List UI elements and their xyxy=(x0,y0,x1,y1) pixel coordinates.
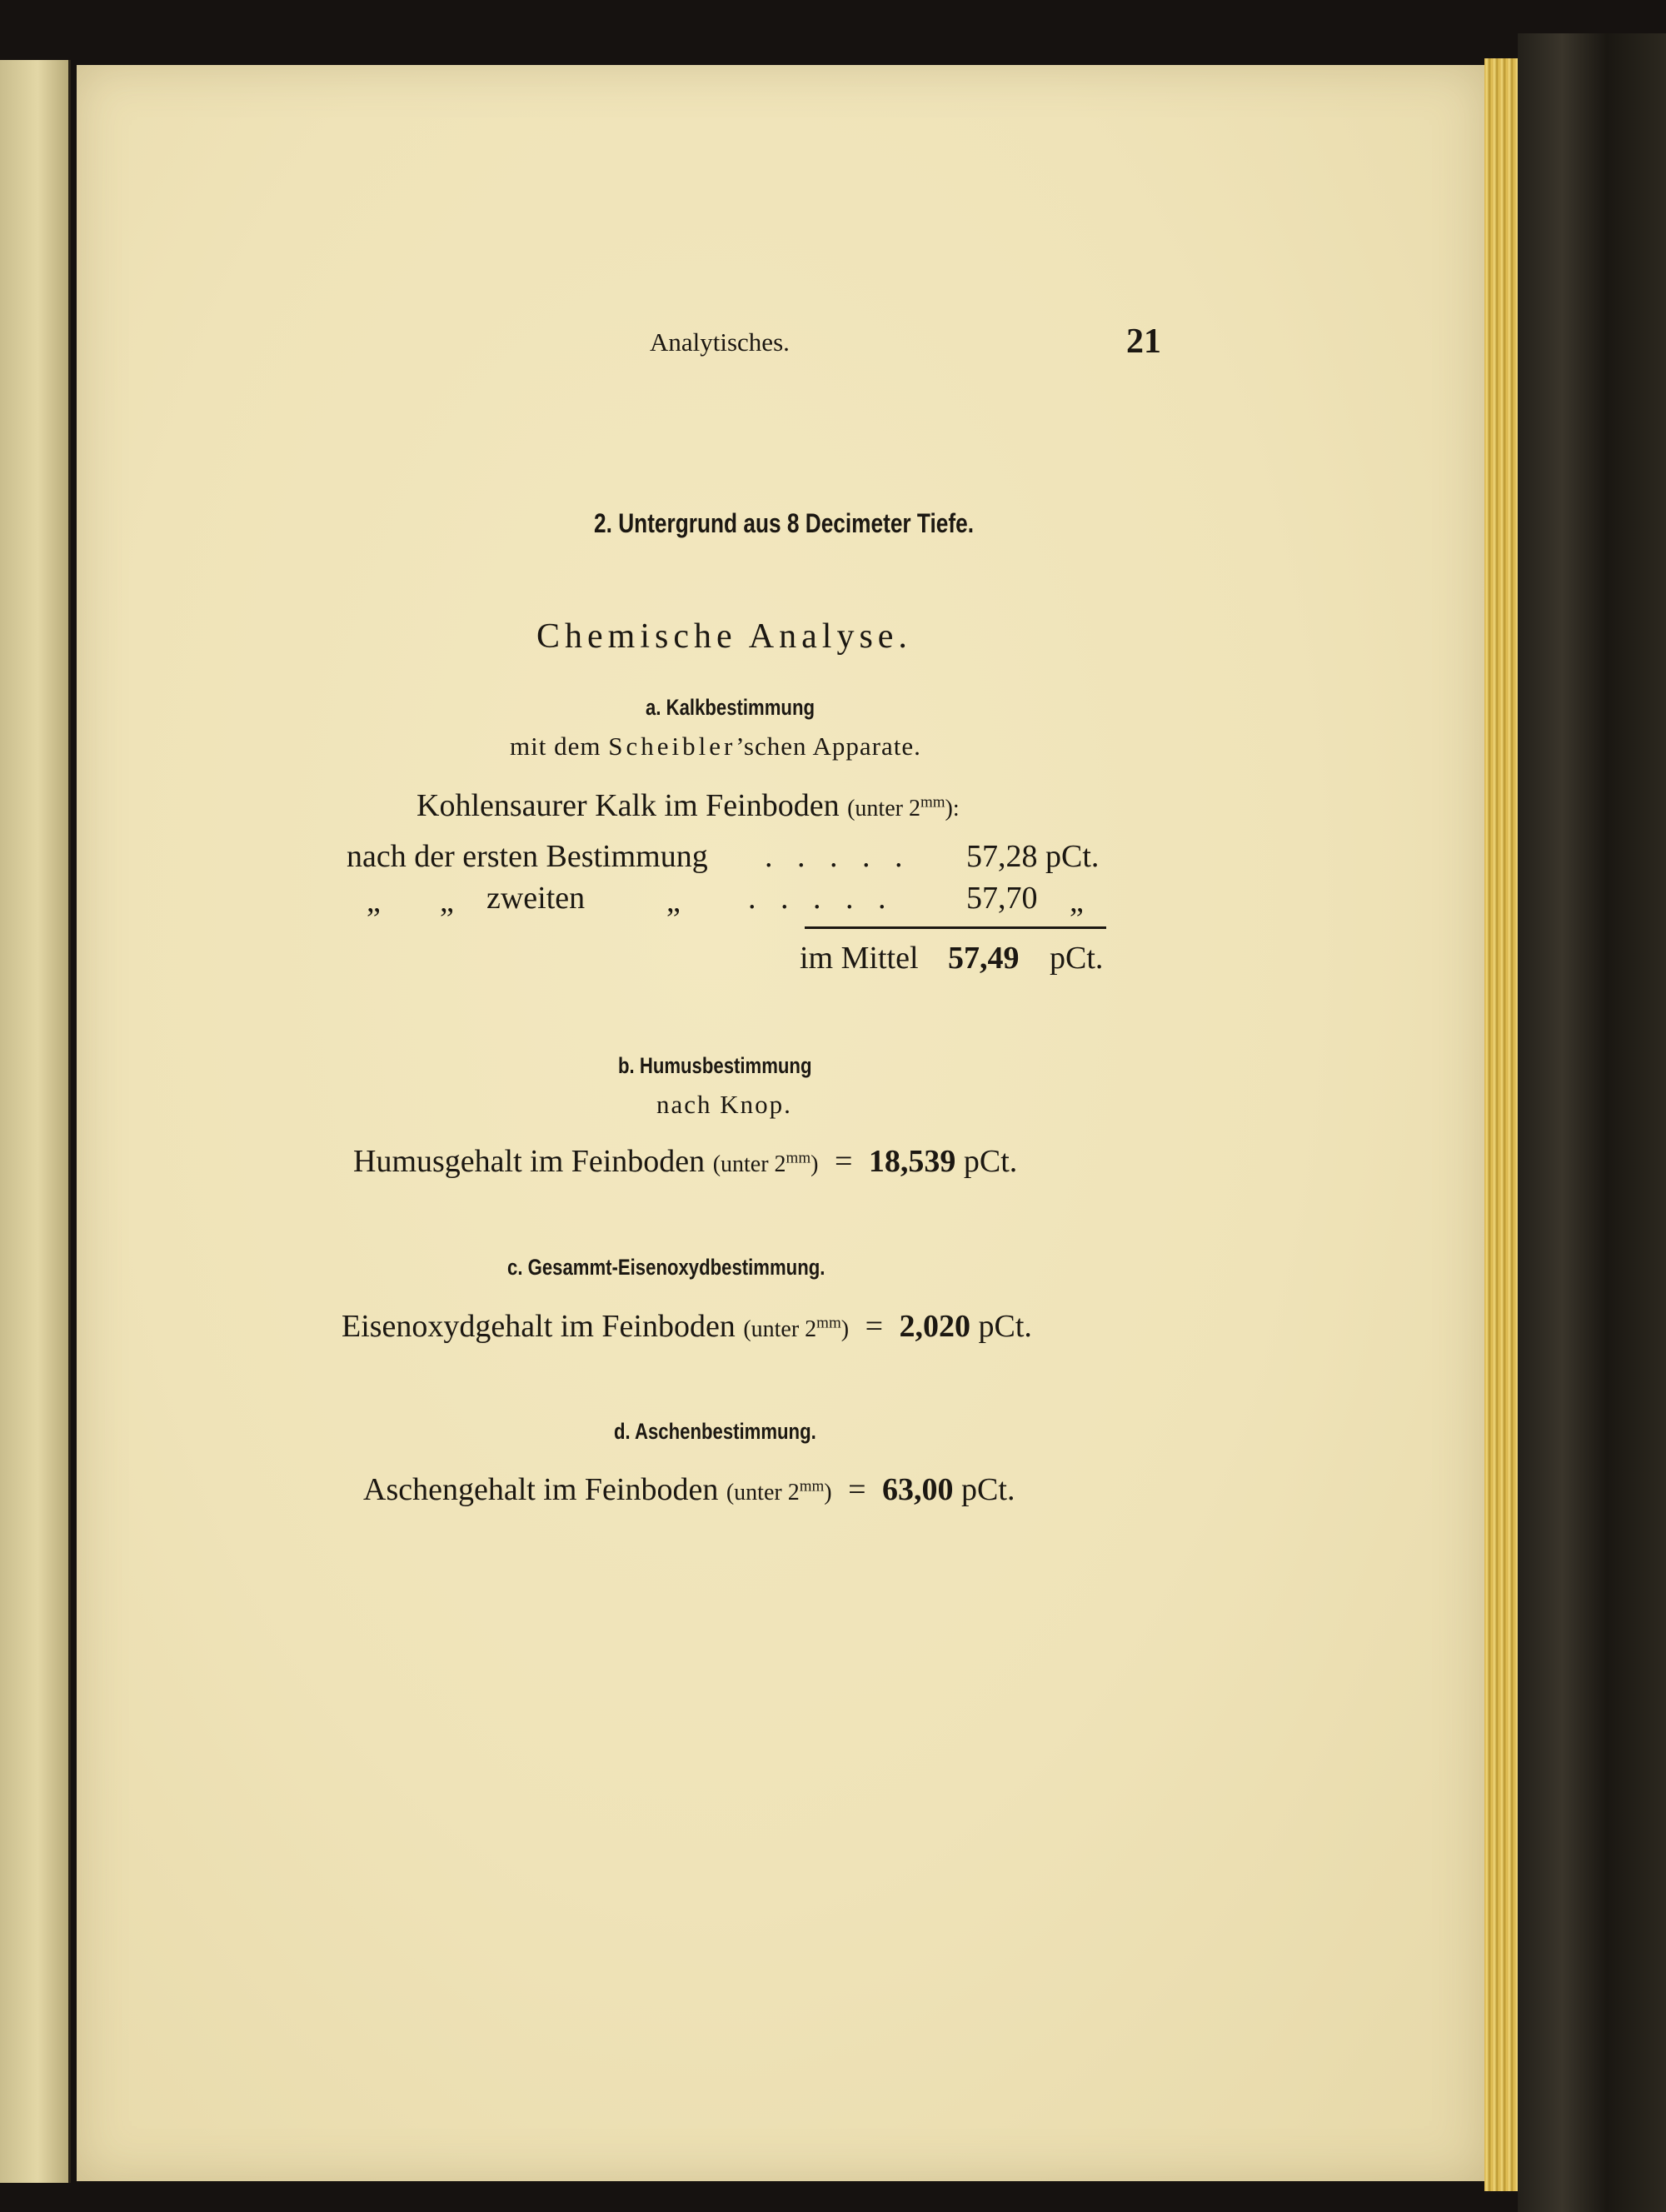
eisen-value: 2,020 xyxy=(899,1309,970,1344)
kalk-mean-label: im Mittel xyxy=(800,941,919,976)
asche-value: 63,00 xyxy=(882,1472,954,1507)
section-heading: 2. Untergrund aus 8 Decimeter Tiefe. xyxy=(594,508,974,538)
kalk-line: Kohlensaurer Kalk im Feinboden (unter $2^{mm}$): xyxy=(416,788,960,823)
running-header: Analytisches. xyxy=(650,327,790,357)
asche-heading: d. Aschenbestimmung. xyxy=(614,1419,816,1444)
page-number: 21 xyxy=(1126,322,1161,361)
eisen-heading: c. Gesammt-Eisenoxydbestimmung. xyxy=(507,1255,826,1280)
ditto-mark: „ xyxy=(440,884,454,919)
kalk-heading: a. Kalkbestimmung xyxy=(646,695,816,720)
kalk-row-2-dots: . . . . . xyxy=(748,881,895,916)
book-page xyxy=(77,65,1484,2181)
humus-line: Humusgehalt im Feinboden (unter $2^{mm}) = 18,539$ pCt. xyxy=(353,1144,1018,1179)
analysis-title: Chemische Analyse. xyxy=(536,617,912,656)
humus-value: 18,539 xyxy=(868,1144,956,1179)
kalk-row-1-dots: . . . . . xyxy=(765,839,911,874)
asche-line: Aschengehalt im Feinboden (unter $2^{mm}) = 63,00$ pCt. xyxy=(363,1472,1015,1507)
eisen-line: Eisenoxydgehalt im Feinboden (unter $2^{mm}) = 2,020$ pCt. xyxy=(342,1309,1032,1344)
kalk-row-2-value: 57,70 xyxy=(966,881,1038,916)
kalk-row-1-value: 57,28 pCt. xyxy=(966,839,1100,874)
ditto-mark: „ xyxy=(367,884,381,919)
ditto-mark: „ xyxy=(666,884,681,919)
kalk-row-2-label: zweiten xyxy=(486,881,586,916)
kalk-method: mit dem Scheibler’schen Apparate. xyxy=(510,732,921,761)
kalk-mean-unit: pCt. xyxy=(1050,941,1104,976)
kalk-row-1-label: nach der ersten Bestimmung xyxy=(347,839,708,874)
page-edges xyxy=(1484,58,1518,2191)
book-spine xyxy=(1518,33,1666,2212)
humus-method: nach Knop. xyxy=(656,1090,792,1119)
sum-rule xyxy=(805,926,1106,929)
left-page-edge xyxy=(0,60,71,2183)
ditto-mark: „ xyxy=(1070,884,1084,919)
humus-heading: b. Humusbestimmung xyxy=(618,1053,812,1078)
kalk-mean-value: 57,49 xyxy=(948,941,1020,976)
